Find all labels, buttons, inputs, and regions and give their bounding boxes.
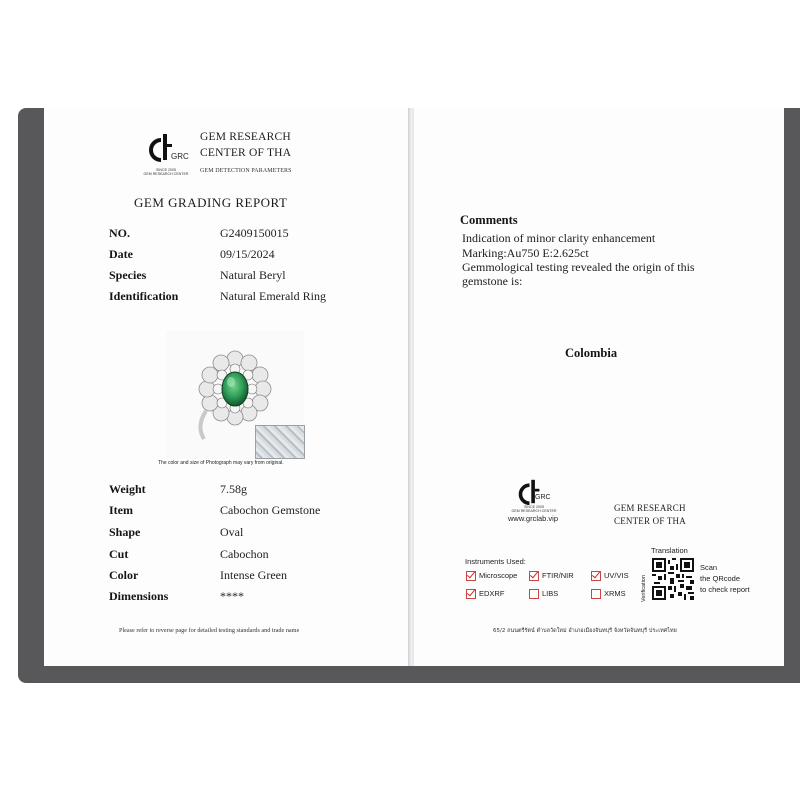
instruments-title: Instruments Used: — [465, 557, 526, 566]
field-label-no: NO. — [109, 226, 130, 240]
checkbox-libs — [529, 589, 539, 599]
translation-label: Translation — [651, 546, 688, 555]
field-label-identification: Identification — [109, 289, 179, 303]
lab-name-right-line1: GEM RESEARCH — [614, 503, 686, 513]
lab-name-line2: CENTER OF THA — [200, 147, 292, 159]
logo-grc-text-right: GRC — [535, 494, 551, 501]
qr-code[interactable] — [652, 558, 694, 600]
scan-text-1: Scan — [700, 563, 718, 572]
lab-address: 65/2 ถนนตรีรัตน์ ตำบลวัดใหม่ อำเภอเมืองจันทบุรี จังหวัดจันทบุรี ประเทศไทย — [493, 628, 677, 634]
field-label-item: Item — [109, 503, 133, 517]
qr-code-icon — [652, 558, 694, 600]
logo-center-right: GEM RESEARCH CENTER — [511, 509, 557, 513]
field-value-item: Cabochon Gemstone — [220, 503, 321, 517]
field-value-identification: Natural Emerald Ring — [220, 289, 326, 303]
field-value-color: Intense Green — [220, 568, 287, 582]
website-link[interactable]: www.grclab.vip — [508, 514, 559, 523]
lab-subtitle: GEM DETECTION PARAMETERS — [200, 168, 292, 174]
reverse-page-note: Please refer to reverse page for detailed testing standards and trade name — [119, 627, 300, 634]
comment-line-2: Marking:Au750 E:2.625ct — [462, 246, 589, 260]
instrument-edxrf: EDXRF — [479, 589, 505, 598]
checkbox-uv-vis — [591, 571, 601, 581]
scan-text-3: to check report — [700, 585, 750, 594]
field-label-date: Date — [109, 247, 133, 261]
field-value-weight: 7.58g — [220, 482, 247, 496]
lab-name-right-line2: CENTER OF THA — [614, 516, 686, 526]
instrument-uv-vis: UV/VIS — [604, 571, 629, 580]
field-label-species: Species — [109, 268, 147, 282]
field-label-shape: Shape — [109, 525, 141, 539]
instrument-xrms: XRMS — [604, 589, 626, 598]
field-label-weight: Weight — [109, 482, 146, 496]
comments-title: Comments — [460, 213, 518, 227]
instrument-microscope: Microscope — [479, 571, 518, 580]
comment-line-3: Gemmological testing revealed the origin of this — [462, 260, 695, 274]
field-value-species: Natural Beryl — [220, 268, 286, 282]
field-label-cut: Cut — [109, 547, 129, 561]
checkbox-ftir-nir — [529, 571, 539, 581]
comment-line-4: gemstone is: — [462, 274, 523, 288]
logo-center: GEM RESEARCH CENTER — [143, 172, 189, 176]
instrument-libs: LIBS — [542, 589, 559, 598]
field-value-dimensions: **** — [220, 589, 244, 603]
logo-since-right: SINCE 2005 — [524, 505, 544, 509]
hologram-seal — [255, 425, 305, 459]
field-value-shape: Oval — [220, 525, 244, 539]
comment-line-1: Indication of minor clarity enhancement — [462, 231, 656, 245]
field-value-date: 09/15/2024 — [220, 247, 275, 261]
logo-grc-text: GRC — [171, 152, 189, 161]
field-label-dimensions: Dimensions — [109, 589, 169, 603]
checkbox-microscope — [466, 571, 476, 581]
instrument-ftir-nir: FTIR/NIR — [542, 571, 574, 580]
checkbox-xrms — [591, 589, 601, 599]
origin-country: Colombia — [565, 346, 618, 360]
field-value-no: G2409150015 — [220, 226, 289, 240]
checkbox-edxrf — [466, 589, 476, 599]
verification-label: Verification — [641, 575, 647, 602]
scan-text-2: the QRcode — [700, 574, 741, 583]
photo-caption: The color and size of Photograph may vary from original. — [158, 460, 284, 466]
field-value-cut: Cabochon — [220, 547, 269, 561]
logo-since: SINCE 2005 — [156, 168, 176, 172]
report-title: GEM GRADING REPORT — [134, 195, 288, 210]
field-label-color: Color — [109, 568, 139, 582]
lab-name-line1: GEM RESEARCH — [200, 131, 291, 143]
